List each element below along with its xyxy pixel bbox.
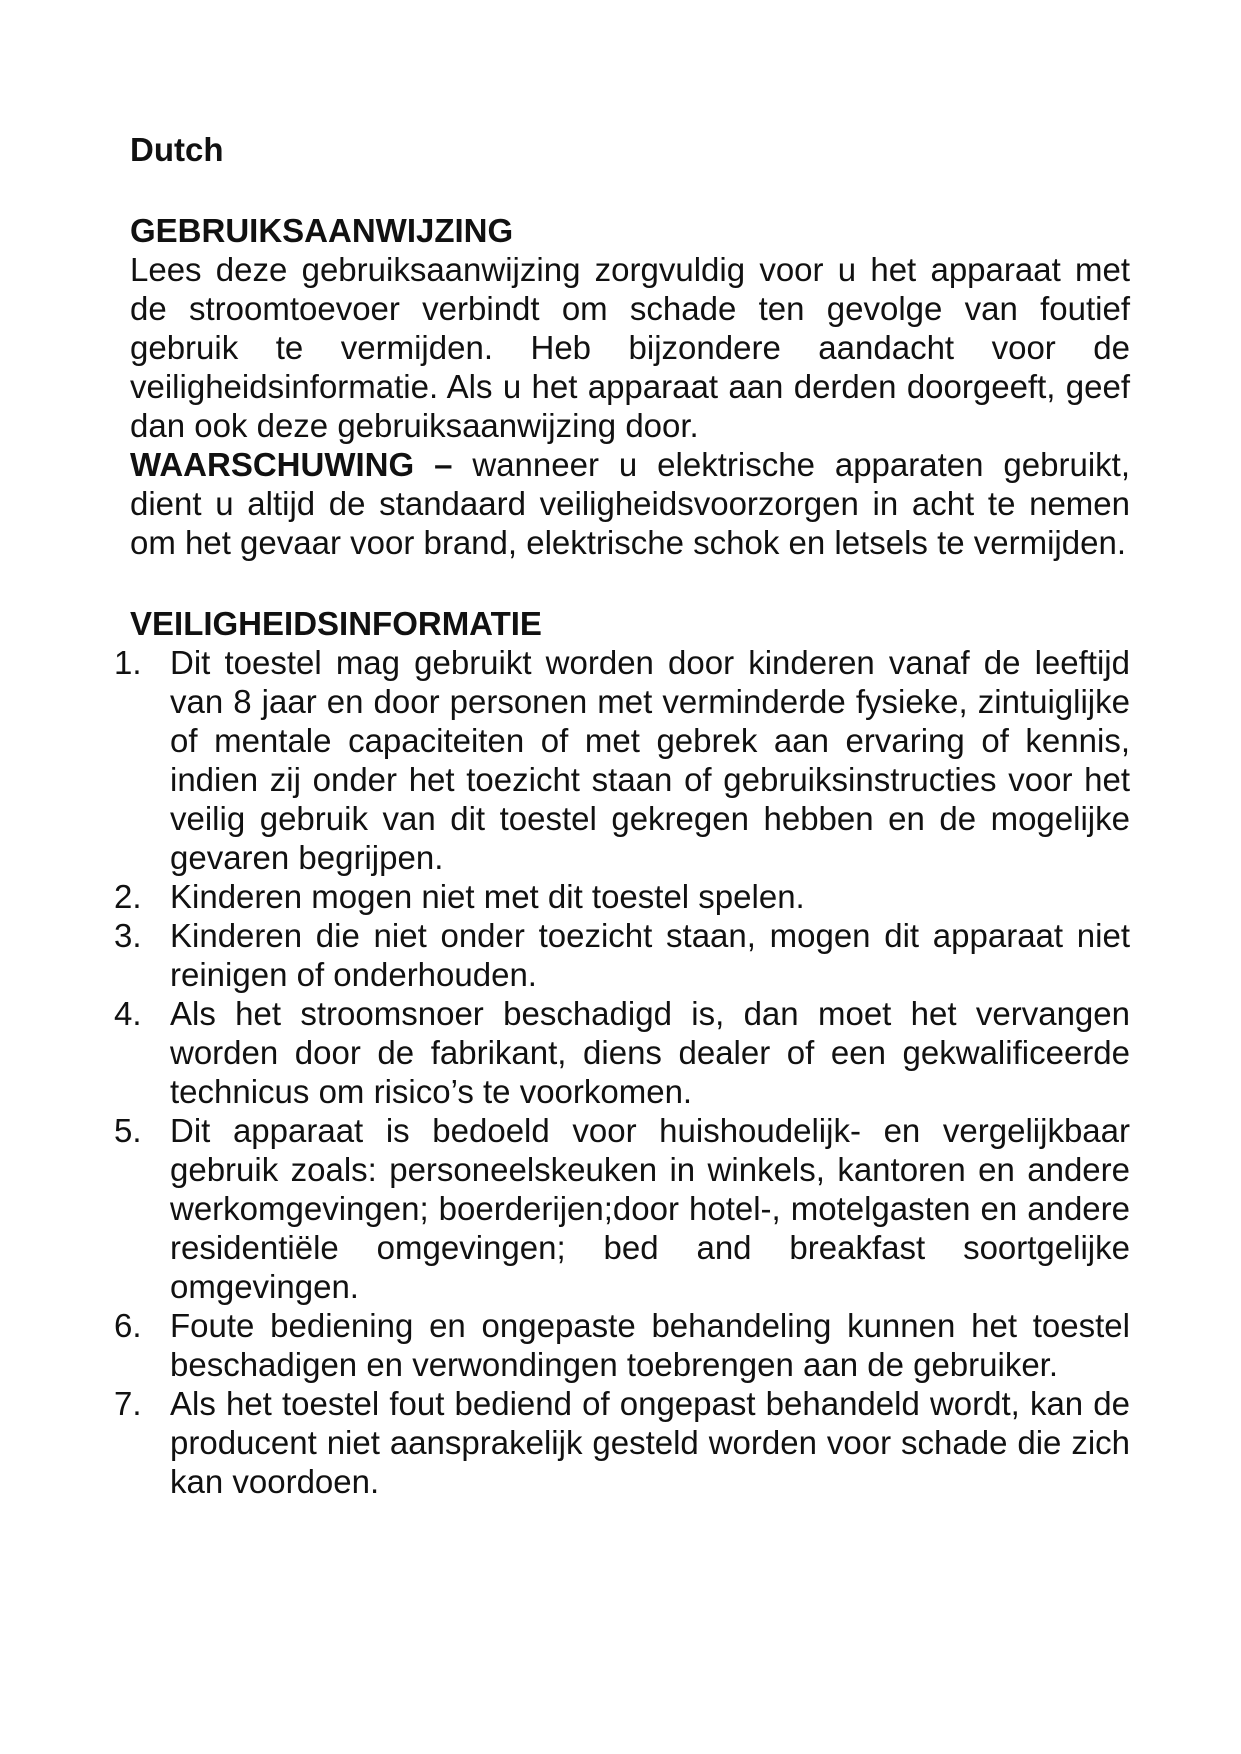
safety-item-text: Dit apparaat is bedoeld voor huishoudelijk- en vergelijkbaar gebruik zoals: personeelskeuken in winkels, kantoren en andere werkomgevingen; boerderijen;door hotel-, motelgasten en andere residentiële omgevingen; bed and breakfast soortgelijke omgevingen. — [170, 1112, 1130, 1305]
safety-item-number: 2. — [114, 878, 142, 915]
safety-item-number: 7. — [114, 1385, 142, 1422]
safety-heading: VEILIGHEIDSINFORMATIE — [130, 605, 542, 642]
safety-item — [114, 1306, 1130, 1384]
safety-item-number: 5. — [114, 1112, 142, 1149]
warning-paragraph — [130, 445, 1130, 562]
usage-intro-paragraph: Lees deze gebruiksaanwijzing zorgvuldig voor u het apparaat met de stroomtoevoer verbindt om schade ten gevolge van foutief gebruik te vermijden. Heb bijzondere aandacht voor de veiligheidsinformatie. Als u het apparaat aan derden doorgeeft, geef dan ook deze gebruiksaanwijzing door. — [130, 251, 1130, 444]
safety-item — [114, 1111, 1130, 1306]
safety-item-number: 1. — [114, 644, 142, 681]
warning-text: wanneer u elektrische apparaten gebruikt, dient u altijd de standaard veiligheidsvoorzorgen in acht te nemen om het gevaar voor brand, elektrische schok en letsels te vermijden. — [130, 446, 1130, 561]
safety-item-text: Foute bediening en ongepaste behandeling kunnen het toestel beschadigen en verwondingen toebrengen aan de gebruiker. — [170, 1307, 1130, 1383]
safety-item-number: 3. — [114, 917, 142, 954]
safety-item-text: Kinderen die niet onder toezicht staan, mogen dit apparaat niet reinigen of onderhouden. — [170, 917, 1130, 993]
safety-item — [114, 916, 1130, 994]
language-label: Dutch — [130, 131, 224, 168]
safety-item — [114, 994, 1130, 1111]
safety-list — [114, 643, 1130, 1501]
safety-item-text: Als het stroomsnoer beschadigd is, dan moet het vervangen worden door de fabrikant, diens dealer of een gekwalificeerde technicus om risico’s te voorkomen. — [170, 995, 1130, 1110]
safety-item — [114, 877, 1130, 916]
safety-item-text: Als het toestel fout bediend of ongepast behandeld wordt, kan de producent niet aansprakelijk gesteld worden voor schade die zich kan voordoen. — [170, 1385, 1130, 1500]
warning-label: WAARSCHUWING – — [130, 446, 453, 483]
safety-item — [114, 643, 1130, 877]
safety-item-text: Dit toestel mag gebruikt worden door kinderen vanaf de leeftijd van 8 jaar en door personen met verminderde fysieke, zintuiglijke of mentale capaciteiten of met gebrek aan ervaring of kennis, indien zij onder het toezicht staan of gebruiksinstructies voor het veilig gebruik van dit toestel gekregen hebben en de mogelijke gevaren begrijpen. — [170, 644, 1130, 876]
safety-item-number: 6. — [114, 1307, 142, 1344]
safety-item — [114, 1384, 1130, 1501]
safety-item-text: Kinderen mogen niet met dit toestel spelen. — [170, 878, 805, 915]
usage-heading: GEBRUIKSAANWIJZING — [130, 212, 514, 249]
document-page — [114, 130, 1130, 1501]
safety-item-number: 4. — [114, 995, 142, 1032]
